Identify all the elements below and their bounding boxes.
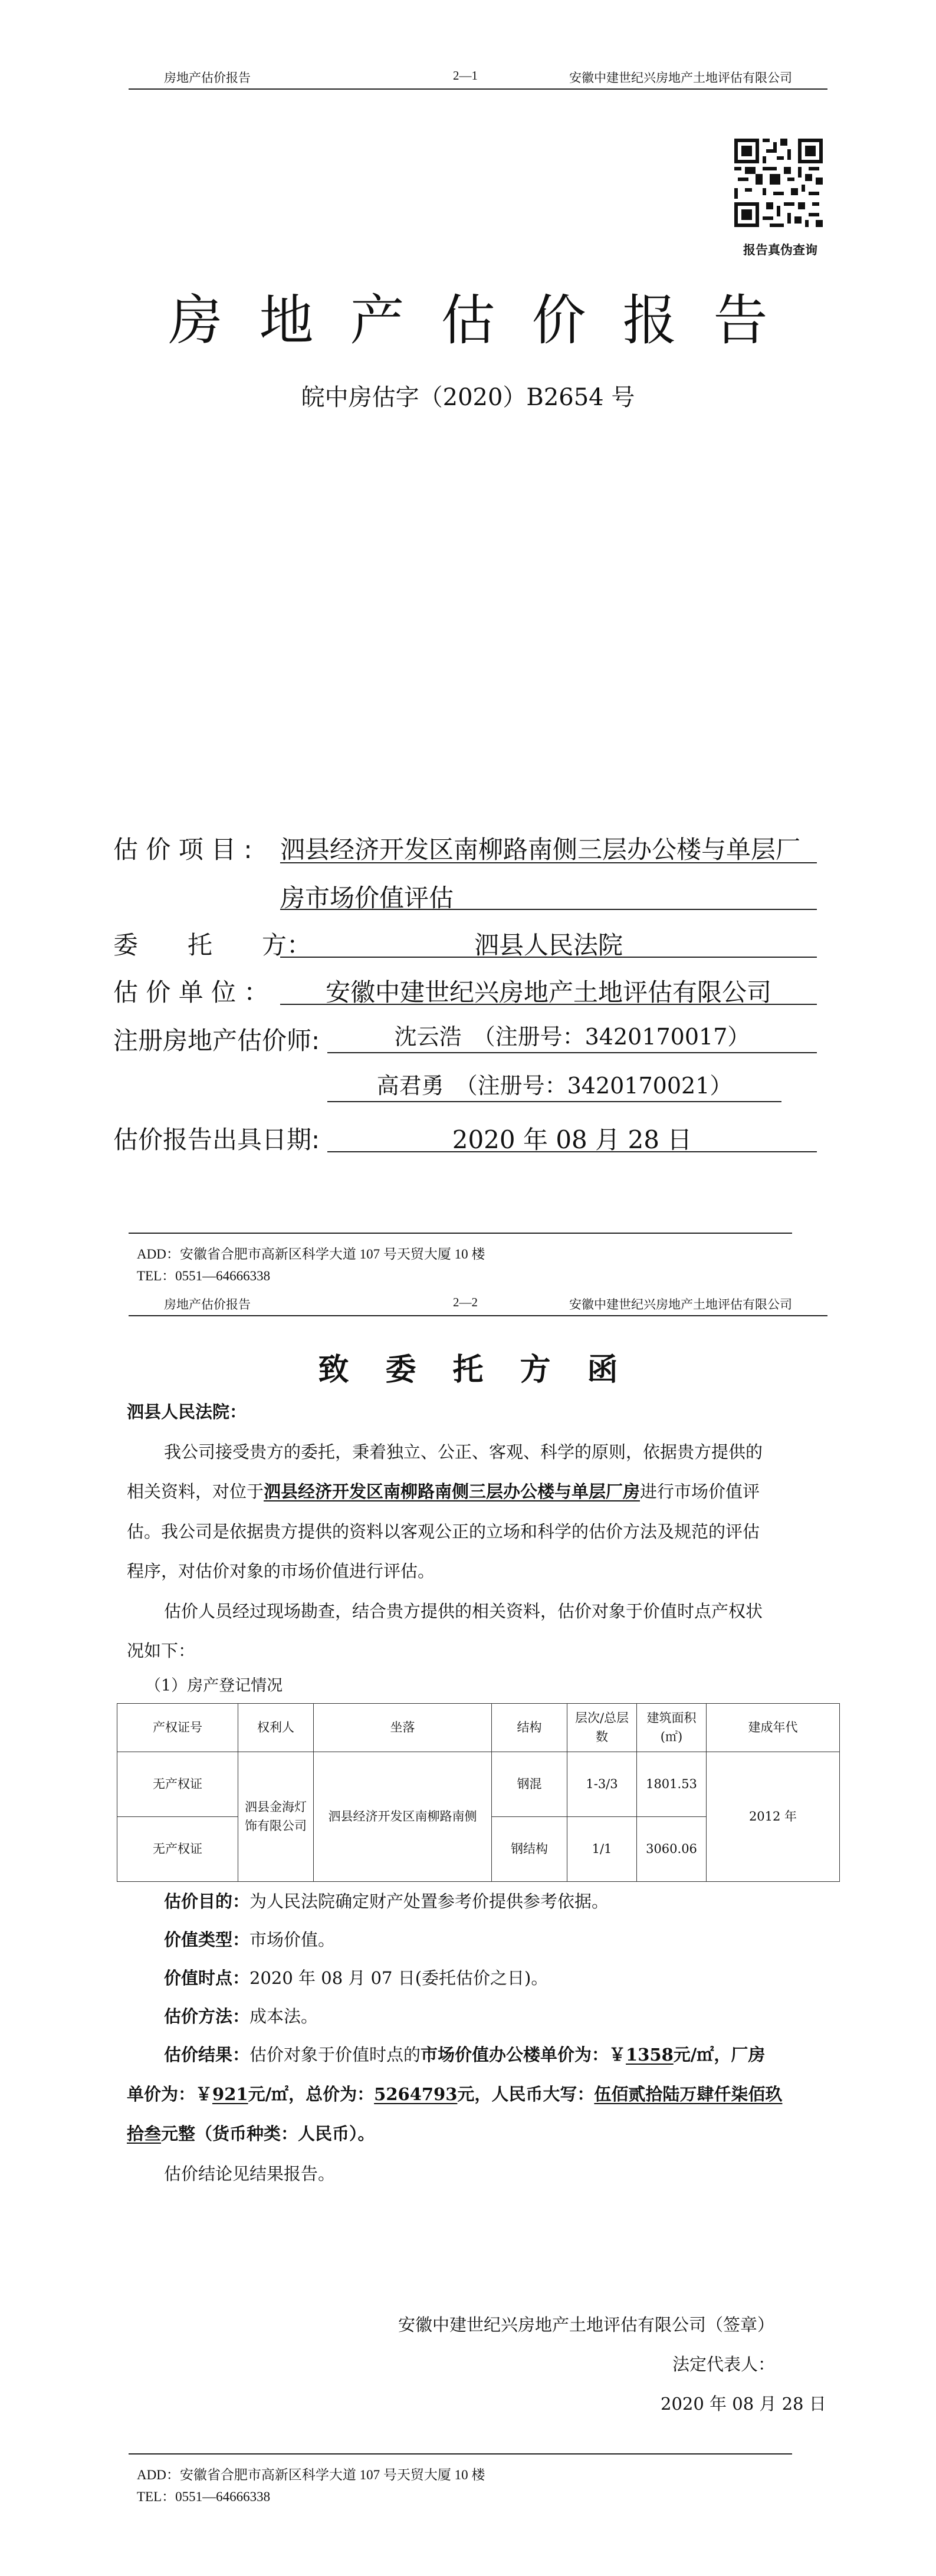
- result-t4: 单价为：￥: [127, 2084, 213, 2104]
- method-text: 成本法。: [249, 2006, 318, 2026]
- result-plant-price: 921: [212, 2084, 248, 2104]
- result-line2: [127, 2086, 782, 2103]
- conclusion: 估价结论见结果报告。: [164, 2164, 336, 2184]
- purpose-label: 估价目的：: [164, 1891, 250, 1911]
- project-underline-2: [280, 909, 817, 910]
- footer-tel: TEL：0551—64666338: [137, 1269, 271, 1283]
- th-owner: 权利人: [238, 1704, 314, 1752]
- value-type-line: [164, 1931, 335, 1949]
- footer-address: ADD：安徽省合肥市高新区科学大道 107 号天贸大厦 10 楼: [137, 1247, 485, 1261]
- para1-line1: 我公司接受贵方的委托，秉着独立、公正、客观、科学的原则，依据贵方提供的: [164, 1442, 763, 1462]
- result-t1: 估价对象于价值时点的: [249, 2045, 421, 2065]
- date-value: 2020 年 08 月 28 日: [327, 1121, 817, 1152]
- appraiser-label: 注册房地产估价师:: [113, 1026, 320, 1055]
- header-page-number: 2—2: [453, 1295, 478, 1309]
- project-underline-1: [280, 862, 817, 863]
- result-line3: [127, 2125, 375, 2143]
- th-cert: 产权证号: [117, 1704, 238, 1752]
- result-total-words-tail: 拾叁: [127, 2124, 162, 2144]
- para1-l2c: 进行市场价值评: [640, 1481, 760, 1501]
- cell-structure: 钢混: [492, 1752, 567, 1817]
- header-page-number: 2—1: [453, 68, 478, 83]
- cell-cert: 无产权证: [117, 1817, 238, 1882]
- th-structure: 结构: [492, 1704, 567, 1752]
- result-total: 5264793: [374, 2084, 458, 2104]
- header-left: 房地产估价报告: [164, 71, 251, 85]
- signature-date: 2020 年 08 月 28 日: [661, 2394, 826, 2414]
- reg-title: （1）房产登记情况: [145, 1677, 283, 1695]
- purpose-text: 为人民法院确定财产处置参考价提供参考依据。: [249, 1891, 609, 1911]
- appraiser-1: 沈云浩 （注册号：3420170017）: [327, 1021, 817, 1053]
- para1-line2: [127, 1483, 760, 1500]
- para1-line3: 估。我公司是依据贵方提供的资料以客观公正的立场和科学的估价方法及规范的评估: [127, 1522, 760, 1542]
- result-t7: 元整（货币种类：人民币）。: [161, 2124, 375, 2144]
- header-right: 安徽中建世纪兴房地产土地评估有限公司: [569, 1297, 792, 1312]
- qr-code-icon[interactable]: [734, 139, 823, 227]
- result-t2: 市场价值办公楼单价为：￥: [421, 2045, 626, 2065]
- signature-rep: 法定代表人：: [672, 2354, 776, 2374]
- result-line1: [164, 2046, 765, 2064]
- cell-area: 3060.06: [637, 1817, 707, 1882]
- footer-address: ADD：安徽省合肥市高新区科学大道 107 号天贸大厦 10 楼: [137, 2467, 485, 2482]
- th-year: 建成年代: [707, 1704, 840, 1752]
- recipient: 泗县人民法院：: [127, 1402, 247, 1422]
- purpose-line: [164, 1893, 609, 1910]
- result-office-price: 1358: [626, 2045, 674, 2065]
- signature-company: 安徽中建世纪兴房地产土地评估有限公司（签章）: [398, 2315, 775, 2335]
- table-header-row: [117, 1704, 840, 1752]
- date-label: 估价报告出具日期:: [113, 1125, 320, 1154]
- value-type-label: 价值类型：: [164, 1930, 250, 1950]
- th-area: 建筑面积(㎡): [637, 1704, 707, 1752]
- method-line: [164, 2008, 318, 2025]
- report-title: 房地产估价报告: [168, 289, 804, 352]
- cell-location: 泗县经济开发区南柳路南侧: [314, 1752, 492, 1882]
- para1-line4: 程序，对估价对象的市场价值进行评估。: [127, 1561, 435, 1581]
- header-right: 安徽中建世纪兴房地产土地评估有限公司: [569, 71, 792, 85]
- letter-title: 致委托方函: [318, 1352, 655, 1388]
- page1-header: [129, 65, 827, 90]
- footer-rule: [129, 2453, 792, 2455]
- table-row: [117, 1752, 840, 1817]
- result-total-words: 伍佰贰拾陆万肆仟柒佰玖: [594, 2084, 783, 2104]
- appraiser-2: 高君勇 （注册号：3420170021）: [327, 1070, 781, 1102]
- unit-label: 估 价 单 位 ：: [113, 978, 269, 1007]
- project-value-line1: 泗县经济开发区南柳路南侧三层办公楼与单层厂: [280, 835, 801, 864]
- para1-l2b: 泗县经济开发区南柳路南侧三层办公楼与单层厂房: [264, 1481, 641, 1501]
- cell-owner: 泗县金海灯饰有限公司: [238, 1752, 314, 1882]
- value-type-text: 市场价值。: [249, 1930, 336, 1950]
- qr-label: 报告真伪查询: [743, 242, 817, 257]
- footer-rule: [129, 1233, 792, 1234]
- result-t6: 元，人民币大写：: [457, 2084, 595, 2104]
- cell-area: 1801.53: [637, 1752, 707, 1817]
- result-label: 估价结果：: [164, 2045, 250, 2065]
- value-date-line: [164, 1970, 548, 1987]
- client-label: 委 托 方：: [113, 931, 312, 960]
- th-location: 坐落: [314, 1704, 492, 1752]
- value-date-label: 价值时点：: [164, 1968, 250, 1988]
- cell-year: 2012 年: [707, 1752, 840, 1882]
- cell-floors: 1/1: [567, 1817, 637, 1882]
- project-label: 估 价 项 目 :: [113, 835, 252, 864]
- footer-tel: TEL：0551—64666338: [137, 2489, 271, 2504]
- cell-cert: 无产权证: [117, 1752, 238, 1817]
- project-value-line2: 房市场价值评估: [280, 883, 454, 912]
- client-value: 泗县人民法院: [280, 926, 817, 958]
- result-t5: 元/㎡，总价为：: [248, 2084, 375, 2104]
- para2-line1: 估价人员经过现场勘查，结合贵方提供的相关资料，估价对象于价值时点产权状: [164, 1601, 763, 1621]
- page2-header: [129, 1292, 827, 1316]
- unit-value: 安徽中建世纪兴房地产土地评估有限公司: [280, 973, 817, 1005]
- header-left: 房地产估价报告: [164, 1297, 251, 1312]
- cell-structure: 钢结构: [492, 1817, 567, 1882]
- para1-l2a: 相关资料，对位于: [127, 1481, 264, 1501]
- result-t3: 元/㎡，厂房: [673, 2045, 766, 2065]
- cell-floors: 1-3/3: [567, 1752, 637, 1817]
- registration-table: [117, 1703, 840, 1882]
- report-serial: 皖中房估字（2020）B2654 号: [301, 384, 635, 411]
- value-date-text: 2020 年 08 月 07 日(委托估价之日)。: [249, 1968, 549, 1988]
- method-label: 估价方法：: [164, 2006, 250, 2026]
- th-floors: 层次/总层数: [567, 1704, 637, 1752]
- para2-line2: 况如下：: [127, 1641, 196, 1661]
